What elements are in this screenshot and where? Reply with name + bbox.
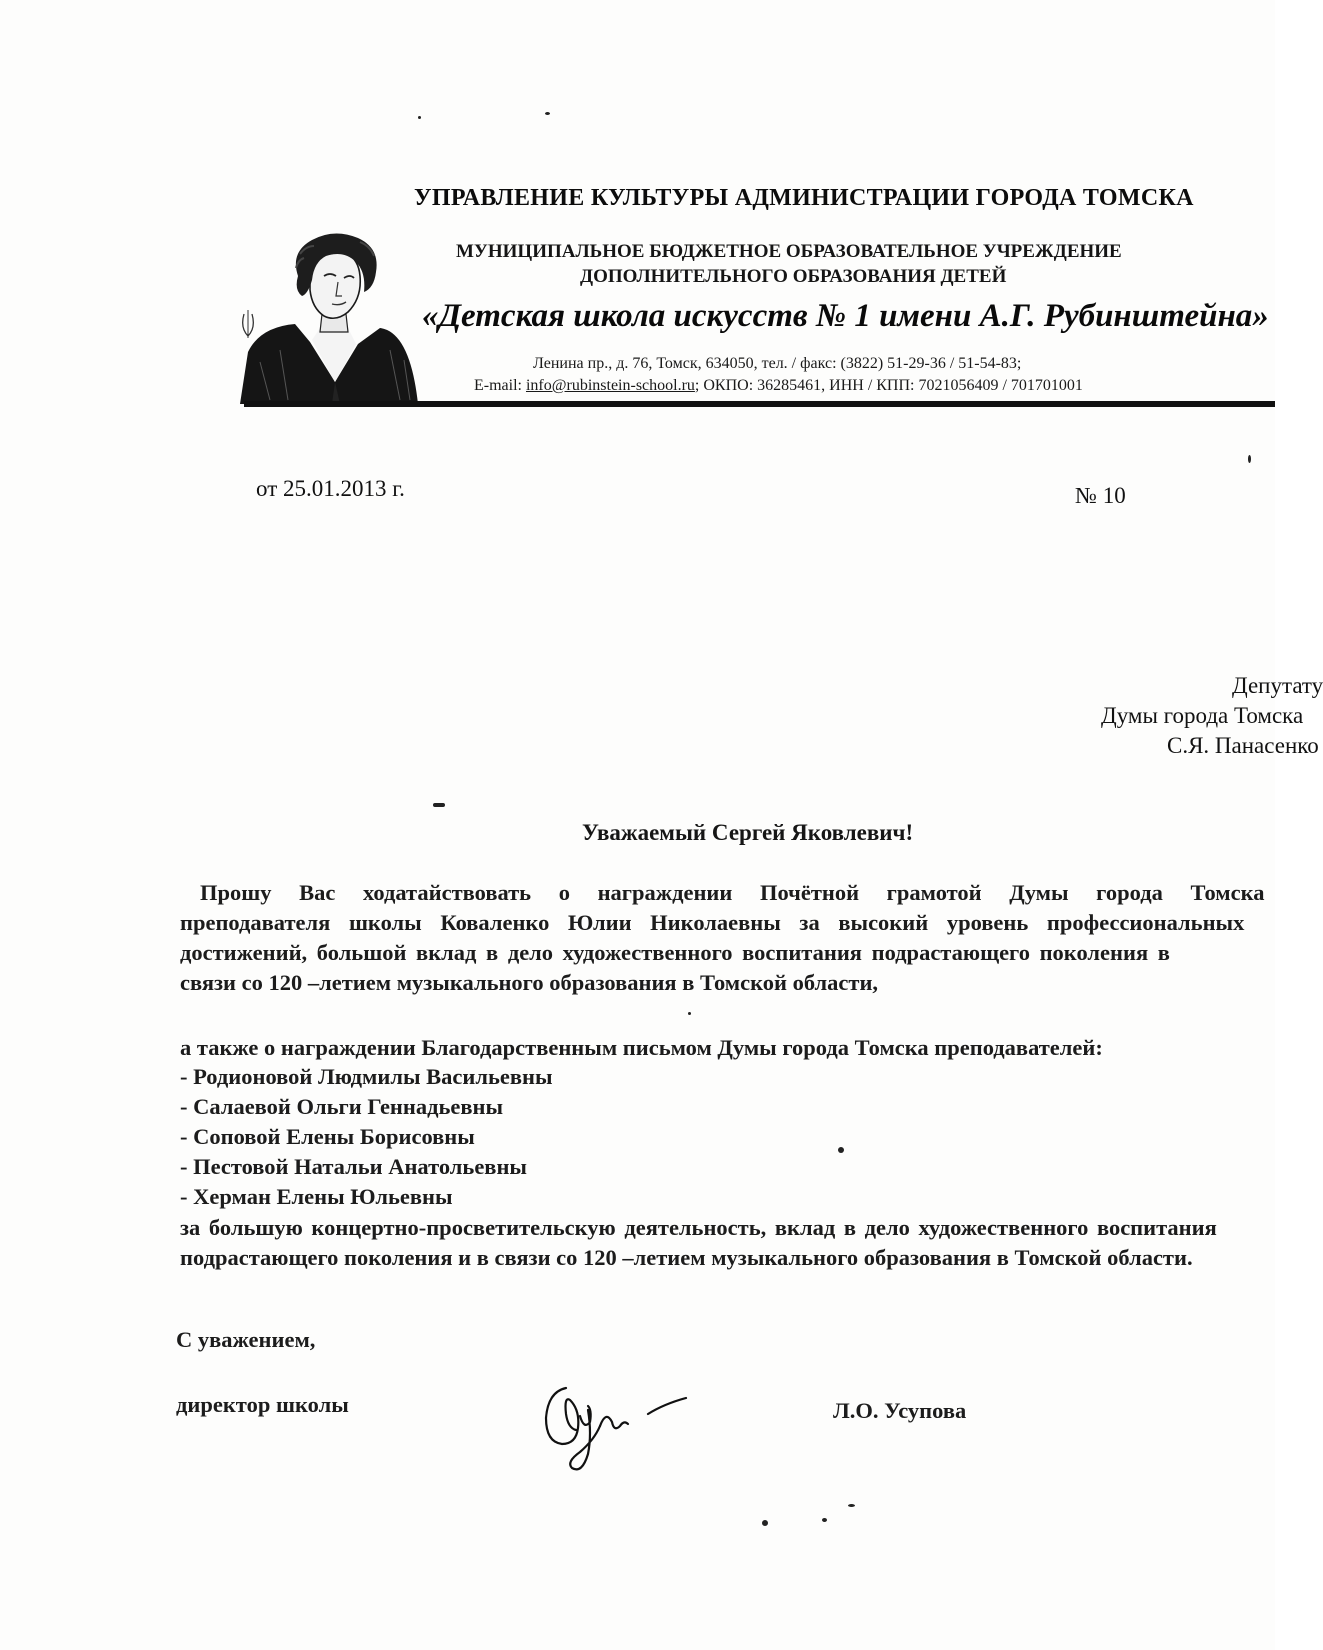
letterhead-divider xyxy=(244,401,1275,407)
body-paragraph1-line3: достижений, большой вклад в дело художественного воспитания подрастающего поколения в xyxy=(180,940,1170,965)
email-link[interactable]: info@rubinstein-school.ru xyxy=(525,377,695,394)
letterhead-institution-line1: МУНИЦИПАЛЬНОЕ БЮДЖЕТНОЕ ОБРАЗОВАТЕЛЬНОЕ УЧРЕЖДЕНИЕ xyxy=(456,241,1122,262)
scan-speck xyxy=(848,1504,855,1507)
scan-speck xyxy=(822,1518,827,1522)
scan-speck xyxy=(838,1147,844,1153)
letter-date: от 25.01.2013 г. xyxy=(256,476,405,501)
body-paragraph1-line1: Прошу Вас ходатайствовать о награждении Почётной грамотой Думы города Томска xyxy=(200,880,1265,905)
signer-name: Л.О. Усупова xyxy=(833,1398,967,1423)
letterhead-authority: УПРАВЛЕНИЕ КУЛЬТУРЫ АДМИНИСТРАЦИИ ГОРОДА ТОМСКА xyxy=(414,185,1194,211)
scan-speck xyxy=(433,803,445,807)
email-label: E-mail: xyxy=(474,377,526,394)
teacher-list-item: - Пестовой Натальи Анатольевны xyxy=(180,1154,527,1179)
scan-speck xyxy=(688,1012,691,1015)
registration-codes: ; ОКПО: 36285461, ИНН / КПП: 7021056409 / 701701001 xyxy=(694,377,1083,394)
teacher-list-item: - Херман Елены Юльевны xyxy=(180,1184,453,1209)
letterhead-address: Ленина пр., д. 76, Томск, 634050, тел. / факс: (3822) 51-29-36 / 51-54-83; xyxy=(533,355,1022,372)
letter-number: № 10 xyxy=(1075,483,1126,508)
body-paragraph3-line1: за большую концертно-просветительскую деятельность, вклад в дело художественного воспитания xyxy=(180,1215,1217,1240)
body-paragraph2: а также о награждении Благодарственным письмом Думы города Томска преподавателей: xyxy=(180,1035,1103,1060)
letterhead-school-name: «Детская школа искусств № 1 имени А.Г. Рубинштейна» xyxy=(422,298,1269,334)
body-paragraph3-line2: подрастающего поколения и в связи со 120 –летием музыкального образования в Томской области. xyxy=(180,1245,1193,1270)
letterhead-contacts xyxy=(474,377,1083,395)
teacher-list-item: - Салаевой Ольги Геннадьевны xyxy=(180,1094,504,1119)
body-paragraph1-line4: связи со 120 –летием музыкального образования в Томской области, xyxy=(180,970,879,995)
handwritten-signature xyxy=(536,1370,706,1480)
salutation: Уважаемый Сергей Яковлевич! xyxy=(582,820,914,845)
scan-speck xyxy=(545,112,550,115)
teacher-list-item: - Родионовой Людмилы Васильевны xyxy=(180,1064,553,1089)
scan-speck xyxy=(418,116,421,119)
scan-speck xyxy=(1248,455,1251,463)
closing-regards: С уважением, xyxy=(176,1327,316,1352)
addressee-line2: Думы города Томска xyxy=(1101,703,1304,728)
signer-position: директор школы xyxy=(176,1392,349,1417)
addressee-line1: Депутату xyxy=(1232,673,1323,698)
scan-speck xyxy=(762,1520,768,1526)
addressee-line3: С.Я. Панасенко xyxy=(1167,733,1319,758)
teacher-list-item: - Соповой Елены Борисовны xyxy=(180,1124,475,1149)
rubinstein-portrait-image xyxy=(240,232,418,404)
letterhead-institution-line2: ДОПОЛНИТЕЛЬНОГО ОБРАЗОВАНИЯ ДЕТЕЙ xyxy=(580,266,1007,287)
body-paragraph1-line2: преподавателя школы Коваленко Юлии Николаевны за высокий уровень профессиональных xyxy=(180,910,1245,935)
